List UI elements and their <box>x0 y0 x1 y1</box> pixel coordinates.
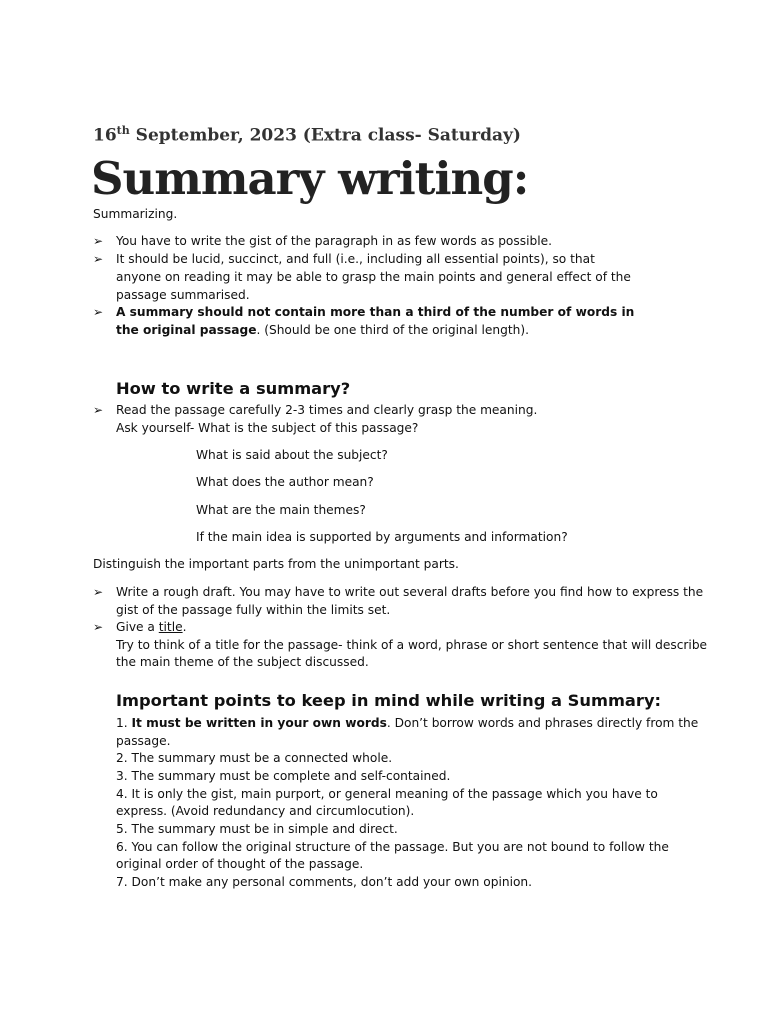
date-day: 16 <box>93 125 117 146</box>
bold-text: the original passage <box>116 323 257 337</box>
point-2: 2. The summary must be a connected whole. <box>116 751 393 765</box>
date-rest: September, 2023 (Extra class- Saturday) <box>129 125 521 146</box>
distinguish-text: Distinguish the important parts from the unimportant parts. <box>93 557 459 571</box>
question-text: If the main idea is supported by arguments and information? <box>196 530 568 544</box>
page-title: Summary writing: <box>91 152 529 205</box>
date-line <box>93 124 521 146</box>
point-6: 6. You can follow the original structure of the passage. But you are not bound to follow the <box>116 840 669 854</box>
point-6-cont: original order of thought of the passage. <box>116 857 364 871</box>
plain-text: Give a <box>116 620 159 634</box>
plain-text: . <box>182 620 187 634</box>
point-7: 7. Don’t make any personal comments, don’t add your own opinion. <box>116 875 533 889</box>
question-text: What does the author mean? <box>196 475 374 489</box>
bullet-text-cont: Try to think of a title for the passage- think of a word, phrase or short sentence that will describe <box>116 638 708 652</box>
arrowhead-bullet-icon: ➢ <box>93 252 104 266</box>
date-suffix: th <box>116 124 130 137</box>
underlined-text: title <box>158 620 183 634</box>
bold-text: A summary should not contain more than a third of the number of words in <box>116 305 635 319</box>
bullet-text-cont: the main theme of the subject discussed. <box>116 655 369 669</box>
bullet-text-cont <box>116 322 529 340</box>
arrowhead-bullet-icon: ➢ <box>93 234 104 248</box>
arrowhead-bullet-icon: ➢ <box>93 620 104 634</box>
arrowhead-bullet-icon: ➢ <box>93 305 104 319</box>
plain-text: . (Should be one third of the original length). <box>256 323 529 337</box>
bullet-text: Read the passage carefully 2-3 times and clearly grasp the meaning. <box>116 403 538 417</box>
bullet-text-cont: Ask yourself- What is the subject of this passage? <box>116 421 419 435</box>
bullet-text <box>116 619 186 637</box>
arrowhead-bullet-icon: ➢ <box>93 585 104 599</box>
question-text: What are the main themes? <box>196 503 366 517</box>
point-1-cont: passage. <box>116 734 171 748</box>
point-3: 3. The summary must be complete and self-contained. <box>116 769 451 783</box>
point-5: 5. The summary must be in simple and direct. <box>116 822 398 836</box>
question-text: What is said about the subject? <box>196 448 388 462</box>
bullet-text-cont: passage summarised. <box>116 288 250 302</box>
bullet-text-cont: anyone on reading it may be able to grasp the main points and general effect of the <box>116 270 631 284</box>
plain-text: . Don’t borrow words and phrases directly from the <box>386 716 699 730</box>
bullet-text: You have to write the gist of the paragraph in as few words as possible. <box>116 234 552 248</box>
point-4-cont: express. (Avoid redundancy and circumlocution). <box>116 804 415 818</box>
plain-text: 1. <box>116 716 132 730</box>
point-1 <box>116 715 698 733</box>
intro-text: Summarizing. <box>93 207 178 221</box>
arrowhead-bullet-icon: ➢ <box>93 403 104 417</box>
bullet-text-cont: gist of the passage fully within the limits set. <box>116 603 391 617</box>
bullet-text-bold <box>116 304 634 322</box>
bullet-text: Write a rough draft. You may have to write out several drafts before you find how to express the <box>116 585 704 599</box>
section-heading-how: How to write a summary? <box>116 379 351 398</box>
point-4: 4. It is only the gist, main purport, or general meaning of the passage which you have to <box>116 787 658 801</box>
bullet-text: It should be lucid, succinct, and full (i.e., including all essential points), so that <box>116 252 595 266</box>
bold-text: It must be written in your own words <box>131 716 387 730</box>
section-heading-points: Important points to keep in mind while writing a Summary: <box>116 691 662 710</box>
